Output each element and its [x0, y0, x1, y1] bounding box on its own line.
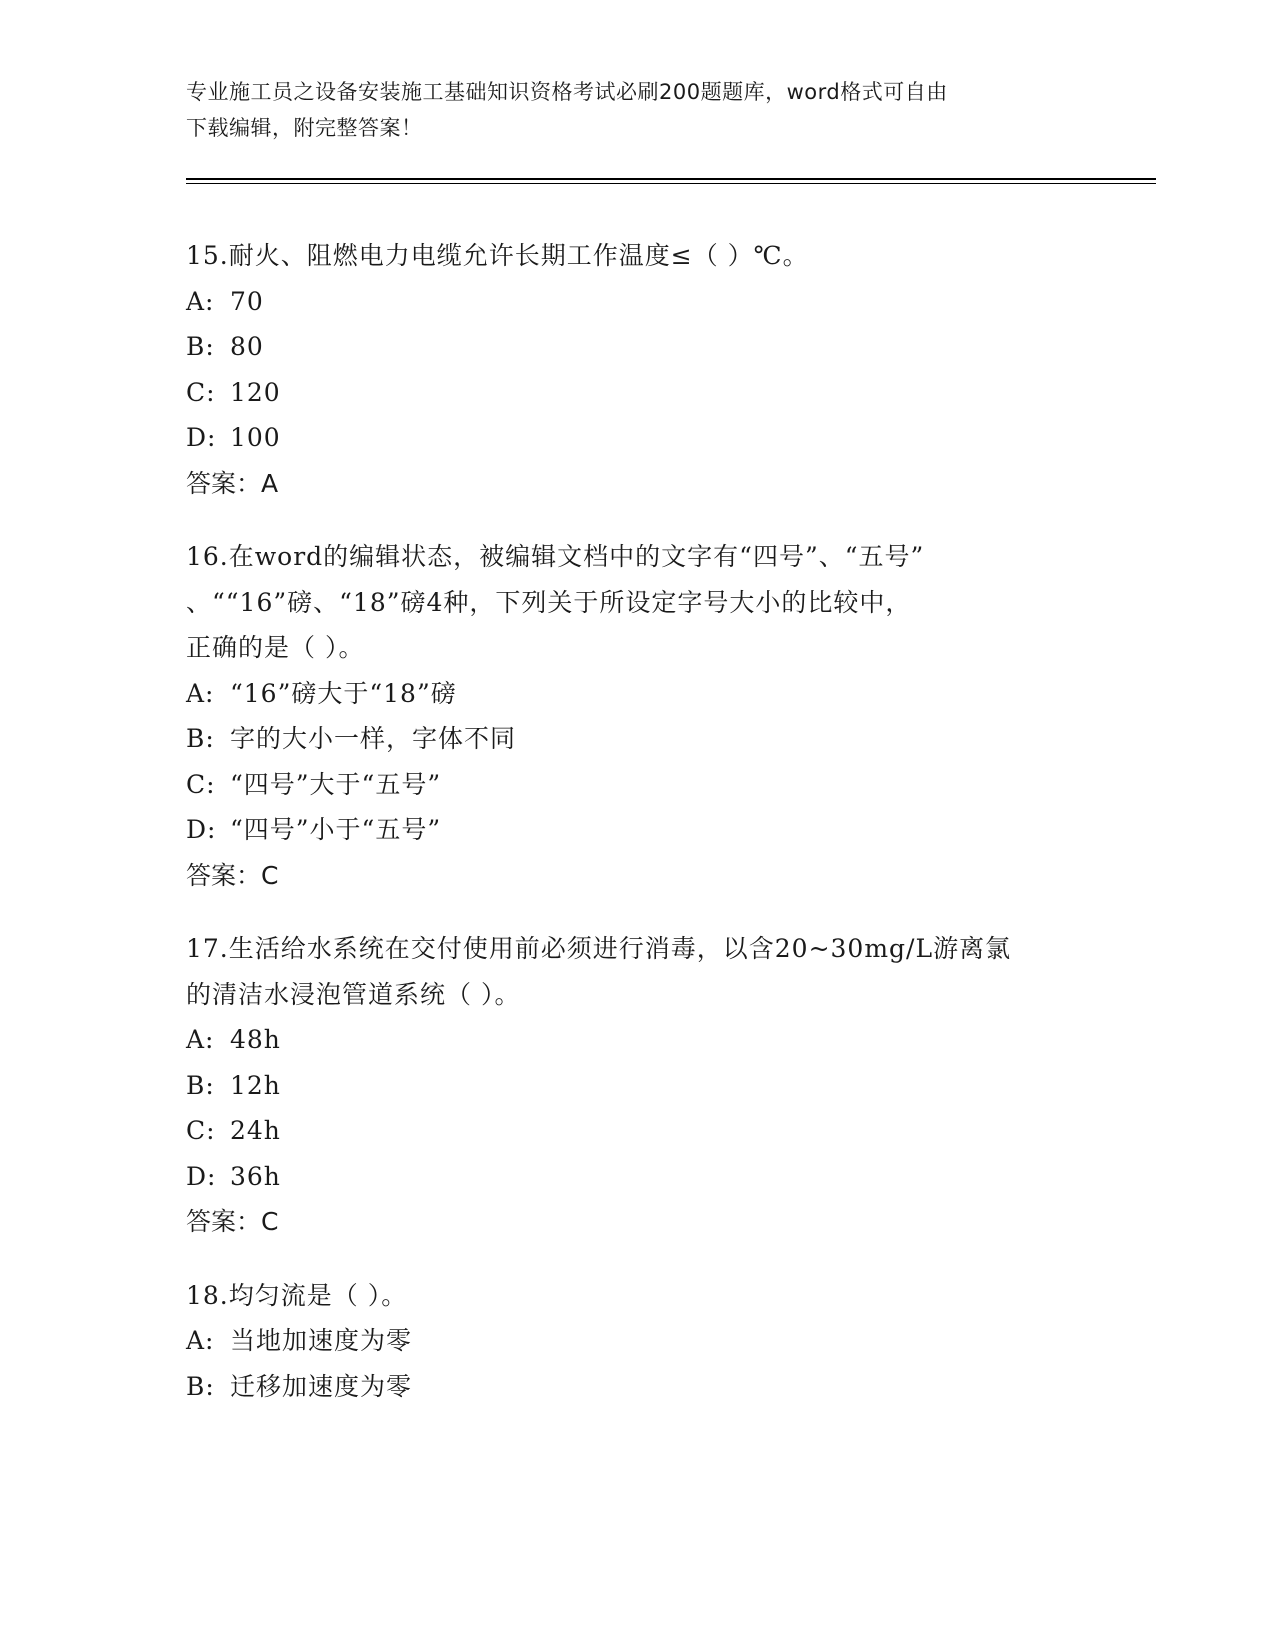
header-line-2: 下载编辑，附完整答案！: [186, 116, 423, 140]
option-d: [186, 1154, 1086, 1200]
option-text: “四号”大于“五号”: [230, 769, 442, 799]
question-stem-continued: 正确的是（ ）。: [186, 633, 365, 662]
option-key: A:: [186, 678, 215, 708]
option-key: C:: [186, 1116, 216, 1145]
option-key: B:: [186, 724, 215, 753]
header-divider-thick: [186, 178, 1156, 180]
question-stem: 18.均匀流是（ ）。: [186, 1280, 408, 1310]
option-text: 100: [230, 423, 281, 452]
option-text: 48h: [230, 1025, 281, 1054]
option-b: [186, 324, 1086, 370]
option-b: [186, 1063, 1086, 1109]
option-text: 80: [230, 332, 264, 361]
question-stem: 17.生活给水系统在交付使用前必须进行消毒，以含20~30mg/L游离氯: [186, 934, 1012, 963]
option-a: [186, 1318, 1086, 1364]
option-key: D:: [186, 423, 217, 452]
option-text: “16”磅大于“18”磅: [230, 678, 457, 708]
option-key: A:: [186, 1025, 215, 1054]
option-b: [186, 1364, 1086, 1410]
option-b: [186, 716, 1086, 762]
header-divider-thin: [186, 183, 1156, 184]
option-a: [186, 1017, 1086, 1063]
option-key: B:: [186, 332, 215, 361]
option-text: 迁移加速度为零: [230, 1371, 413, 1401]
answer-line: 答案：C: [186, 860, 279, 890]
question-stem: 16.在word的编辑状态，被编辑文档中的文字有“四号”、“五号”: [186, 542, 925, 571]
option-c: [186, 762, 1086, 808]
header-line-1: 专业施工员之设备安装施工基础知识资格考试必刷200题题库，word格式可自由: [186, 80, 948, 104]
option-d: [186, 415, 1086, 461]
document-header: [186, 74, 1066, 146]
option-text: 120: [230, 377, 281, 407]
option-key: B:: [186, 1070, 215, 1100]
option-d: [186, 807, 1086, 853]
option-key: A:: [186, 286, 215, 316]
question-16: [186, 534, 1086, 898]
option-text: 字的大小一样，字体不同: [230, 724, 517, 753]
option-a: [186, 279, 1086, 325]
question-stem-continued: 的清洁水浸泡管道系统（ ）。: [186, 979, 521, 1009]
option-key: C:: [186, 377, 216, 407]
question-15: [186, 233, 1086, 506]
option-text: 当地加速度为零: [230, 1326, 413, 1355]
option-a: [186, 671, 1086, 717]
question-stem-continued: 、““16”磅、“18”磅4种，下列关于所设定字号大小的比较中，: [186, 587, 912, 617]
question-stem: 15.耐火、阻燃电力电缆允许长期工作温度≤（ ）℃。: [186, 241, 809, 270]
option-c: [186, 1108, 1086, 1154]
option-key: D:: [186, 1161, 217, 1191]
option-text: “四号”小于“五号”: [230, 815, 442, 844]
question-17: [186, 926, 1086, 1245]
option-key: B:: [186, 1371, 215, 1401]
option-c: [186, 370, 1086, 416]
answer-line: 答案：C: [186, 1207, 279, 1236]
option-key: C:: [186, 769, 216, 799]
option-key: D:: [186, 815, 217, 844]
question-list: [186, 233, 1086, 1437]
option-key: A:: [186, 1326, 215, 1355]
option-text: 36h: [230, 1161, 281, 1191]
option-text: 70: [230, 286, 264, 316]
option-text: 24h: [230, 1116, 281, 1145]
question-18: [186, 1273, 1086, 1410]
answer-line: 答案：A: [186, 468, 279, 498]
option-text: 12h: [230, 1070, 281, 1100]
